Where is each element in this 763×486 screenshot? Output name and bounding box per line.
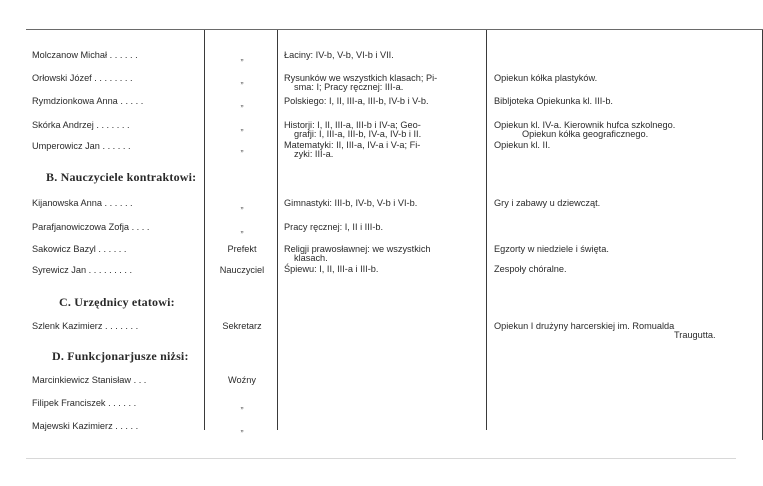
staff-name: Orłowski Józef . . . . . . . . (32, 73, 133, 83)
section-heading-contract: B. Nauczyciele kontraktowi: (46, 170, 197, 184)
staff-name: Umperowicz Jan . . . . . . (32, 141, 131, 151)
column-divider-1 (204, 30, 205, 430)
staff-duty: Bibljoteka Opiekunka kl. III-b. (494, 96, 613, 106)
staff-subject-continued: klasach. (294, 253, 328, 263)
staff-subject: Religji prawosławnej: we wszystkich (284, 244, 431, 254)
staff-subject: Matematyki: II, III-a, IV-a i V-a; Fi- (284, 140, 421, 150)
staff-name: Molczanow Michał . . . . . . (32, 50, 138, 60)
section-heading-clerks: C. Urzędnicy etatowi: (59, 295, 175, 309)
staff-duty: Zespoły chóralne. (494, 264, 567, 274)
staff-role: Woźny (228, 375, 256, 385)
staff-name: Kijanowska Anna . . . . . . (32, 198, 133, 208)
staff-role: „ (240, 75, 244, 85)
staff-subject: Historji: I, II, III-a, III-b i IV-a; Geo- (284, 120, 421, 130)
staff-role: „ (240, 200, 244, 210)
staff-duty: Opiekun kl. II. (494, 140, 551, 150)
staff-duty: Gry i zabawy u dziewcząt. (494, 198, 601, 208)
staff-role: Sekretarz (222, 321, 262, 331)
staff-duty-continued: Opiekun kółka geograficznego. (522, 129, 649, 139)
staff-subject: Rysunków we wszystkich klasach; Pi- (284, 73, 438, 83)
staff-role: Prefekt (227, 244, 257, 254)
staff-role: „ (240, 122, 244, 132)
staff-subject: Łaciny: IV-b, V-b, VI-b i VII. (284, 50, 394, 60)
staff-name: Syrewicz Jan . . . . . . . . . (32, 265, 133, 275)
staff-duty: Opiekun kółka plastyków. (494, 73, 598, 83)
staff-duty: Opiekun kl. IV-a. Kierownik hufca szkolnego. (494, 120, 676, 130)
staff-role: „ (240, 143, 244, 153)
staff-name: Rymdzionkowa Anna . . . . . (32, 96, 144, 106)
staff-role: „ (240, 400, 244, 410)
staff-subject: Gimnastyki: III-b, IV-b, V-b i VI-b. (284, 198, 418, 208)
page-bottom-rule (26, 458, 736, 459)
staff-subject: Śpiewu: I, II, III-a i III-b. (284, 264, 379, 274)
staff-duty: Opiekun I drużyny harcerskiej im. Romualda (494, 321, 675, 331)
staff-name: Sakowicz Bazyl . . . . . . (32, 244, 127, 254)
staff-role: „ (240, 98, 244, 108)
section-heading-lower-staff: D. Funkcjonarjusze niżsi: (52, 349, 189, 363)
staff-name: Majewski Kazimierz . . . . . (32, 421, 139, 431)
staff-name: Marcinkiewicz Stanisław . . . (32, 375, 147, 385)
staff-subject-continued: sma: I; Pracy ręcznej: III-a. (294, 82, 404, 92)
staff-subject-continued: zyki: III-a. (294, 149, 334, 159)
staff-name: Szlenk Kazimierz . . . . . . . (32, 321, 139, 331)
staff-role: „ (240, 423, 244, 433)
staff-duty: Egzorty w niedziele i święta. (494, 244, 609, 254)
staff-subject-continued: grafji: I, III-a, III-b, IV-a, IV-b i II. (294, 129, 422, 139)
staff-role: „ (240, 224, 244, 234)
staff-name: Skórka Andrzej . . . . . . . (32, 120, 130, 130)
staff-subject: Polskiego: I, II, III-a, III-b, IV-b i V-b. (284, 96, 429, 106)
staff-duty-continued: Traugutta. (674, 330, 716, 340)
staff-subject: Pracy ręcznej: I, II i III-b. (284, 222, 384, 232)
staff-name: Parafjanowiczowa Zofja . . . . (32, 222, 150, 232)
staff-role: „ (240, 52, 244, 62)
staff-name: Filipek Franciszek . . . . . . (32, 398, 137, 408)
table-top-rule (26, 29, 763, 30)
staff-role: Nauczyciel (219, 265, 265, 275)
